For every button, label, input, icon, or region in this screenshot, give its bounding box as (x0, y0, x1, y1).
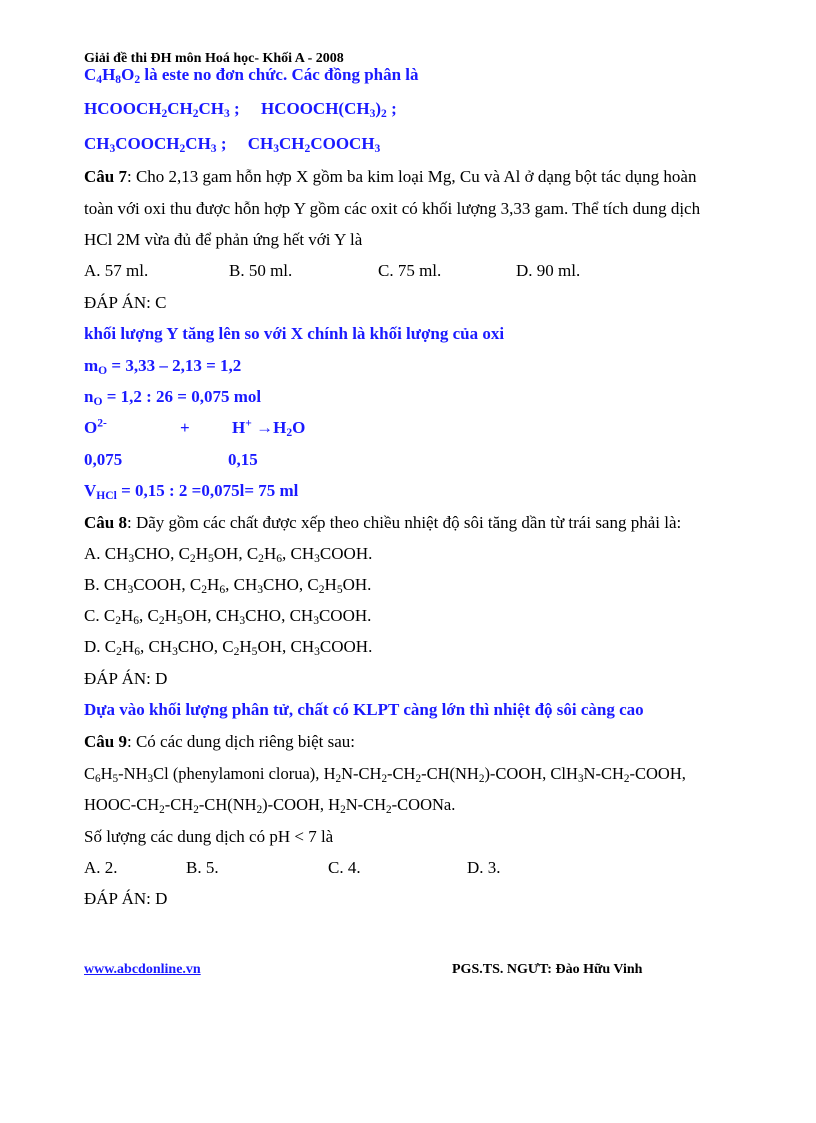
q9-option-b: B. 5. (186, 858, 219, 877)
q9-answer: ĐÁP ÁN: D (84, 889, 168, 908)
q8-option-a: A. $CH_3CHO$, $C_2H_5OH$, $C_2H_6$, $CH_3COOH$. (84, 544, 373, 566)
footer-author: PGS.TS. NGƯT: Đào Hữu Vinh (452, 962, 643, 977)
ester-isomers-line1: $HCOOCH_2CH_2CH_3$ ; $HCOOCH(CH_3)_2$ ; (84, 99, 397, 121)
q9-option-c: C. 4. (328, 858, 361, 877)
ester-intro: $C_4H_8O_2$ là este no đơn chức. Các đồng phân là (84, 65, 419, 87)
q8-answer: ĐÁP ÁN: D (84, 669, 168, 688)
q7-text-line3: HCl 2M vừa đủ để phản ứng hết với Y là (84, 230, 363, 249)
q7-option-a: A. 57 ml. (84, 261, 149, 280)
page-header: Giải đề thi ĐH môn Hoá học- Khối A - 2008 (84, 51, 344, 66)
q7-solution-line1: khối lượng Y tăng lên so với X chính là khối lượng của oxi (84, 324, 505, 343)
q8-option-d: D. $C_2H_6$, $CH_3CHO$, $C_2H_5OH$, $CH_3COOH$. (84, 637, 373, 659)
q9-question: Số lượng các dung dịch có pH < 7 là (84, 827, 334, 846)
q9-solutions-line1: $C_6H_5-NH_3Cl$ (phenylamoni clorua), $H_2N-CH_2-CH_2-CH(NH_2)$-COOH, $ClH_3N-CH_2$-COOH, (84, 764, 686, 786)
q8-option-c: C. $C_2H_6$, $C_2H_5OH$, $CH_3CHO$, $CH_3COOH$. (84, 606, 372, 628)
q7-solution-volume: $V_{HCl} = 0,15$ : 2 =0,075l= 75 ml (84, 481, 299, 503)
q7-reaction-value-h: 0,15 (228, 450, 258, 469)
footer-website-link[interactable]: www.abcdonline.vn (84, 962, 201, 977)
q7-answer: ĐÁP ÁN: C (84, 293, 167, 312)
q7-text-line1: Câu 7: Cho 2,13 gam hỗn hợp X gồm ba kim loại Mg, Cu và Al ở dạng bột tác dụng hoàn (84, 167, 697, 186)
q7-reaction-oxide: $O^{2-}$ (84, 416, 107, 437)
q8-text: Câu 8: Dãy gồm các chất được xếp theo chiều nhiệt độ sôi tăng dần từ trái sang phải là: (84, 513, 682, 532)
q9-text: Câu 9: Có các dung dịch riêng biệt sau: (84, 732, 356, 751)
q9-solutions-line2: HOOC-$CH_2-CH_2-CH(NH_2)$-COOH, $H_2N-CH_2$-COONa. (84, 795, 456, 817)
q7-reaction-plus: + (180, 418, 190, 437)
q8-option-b: B. $CH_3COOH$, $C_2H_6$, $CH_3CHO$, $C_2H_5OH$. (84, 575, 372, 597)
q7-text-line2: toàn với oxi thu được hỗn hợp Y gồm các oxit có khối lượng 3,33 gam. Thể tích dung dịch (84, 199, 701, 218)
q7-reaction-product: $H^+ \to H_2O$ (232, 416, 306, 440)
q7-option-b: B. 50 ml. (229, 261, 293, 280)
q9-option-d: D. 3. (467, 858, 501, 877)
q9-option-a: A. 2. (84, 858, 118, 877)
q7-solution-mass-o: $m_O = 3,33 - 2,13 = 1,2$ (84, 356, 242, 378)
ester-isomers-line2: $CH_3COOCH_2CH_3$ ; $CH_3CH_2COOCH_3$ (84, 134, 381, 156)
q7-option-d: D. 90 ml. (516, 261, 581, 280)
q7-reaction-value-o: 0,075 (84, 450, 123, 469)
q7-solution-mol-o: $n_O = 1,2$ : 26 = 0,075 mol (84, 387, 262, 409)
q8-explanation: Dựa vào khối lượng phân tử, chất có KLPT càng lớn thì nhiệt độ sôi càng cao (84, 700, 644, 719)
q7-option-c: C. 75 ml. (378, 261, 442, 280)
